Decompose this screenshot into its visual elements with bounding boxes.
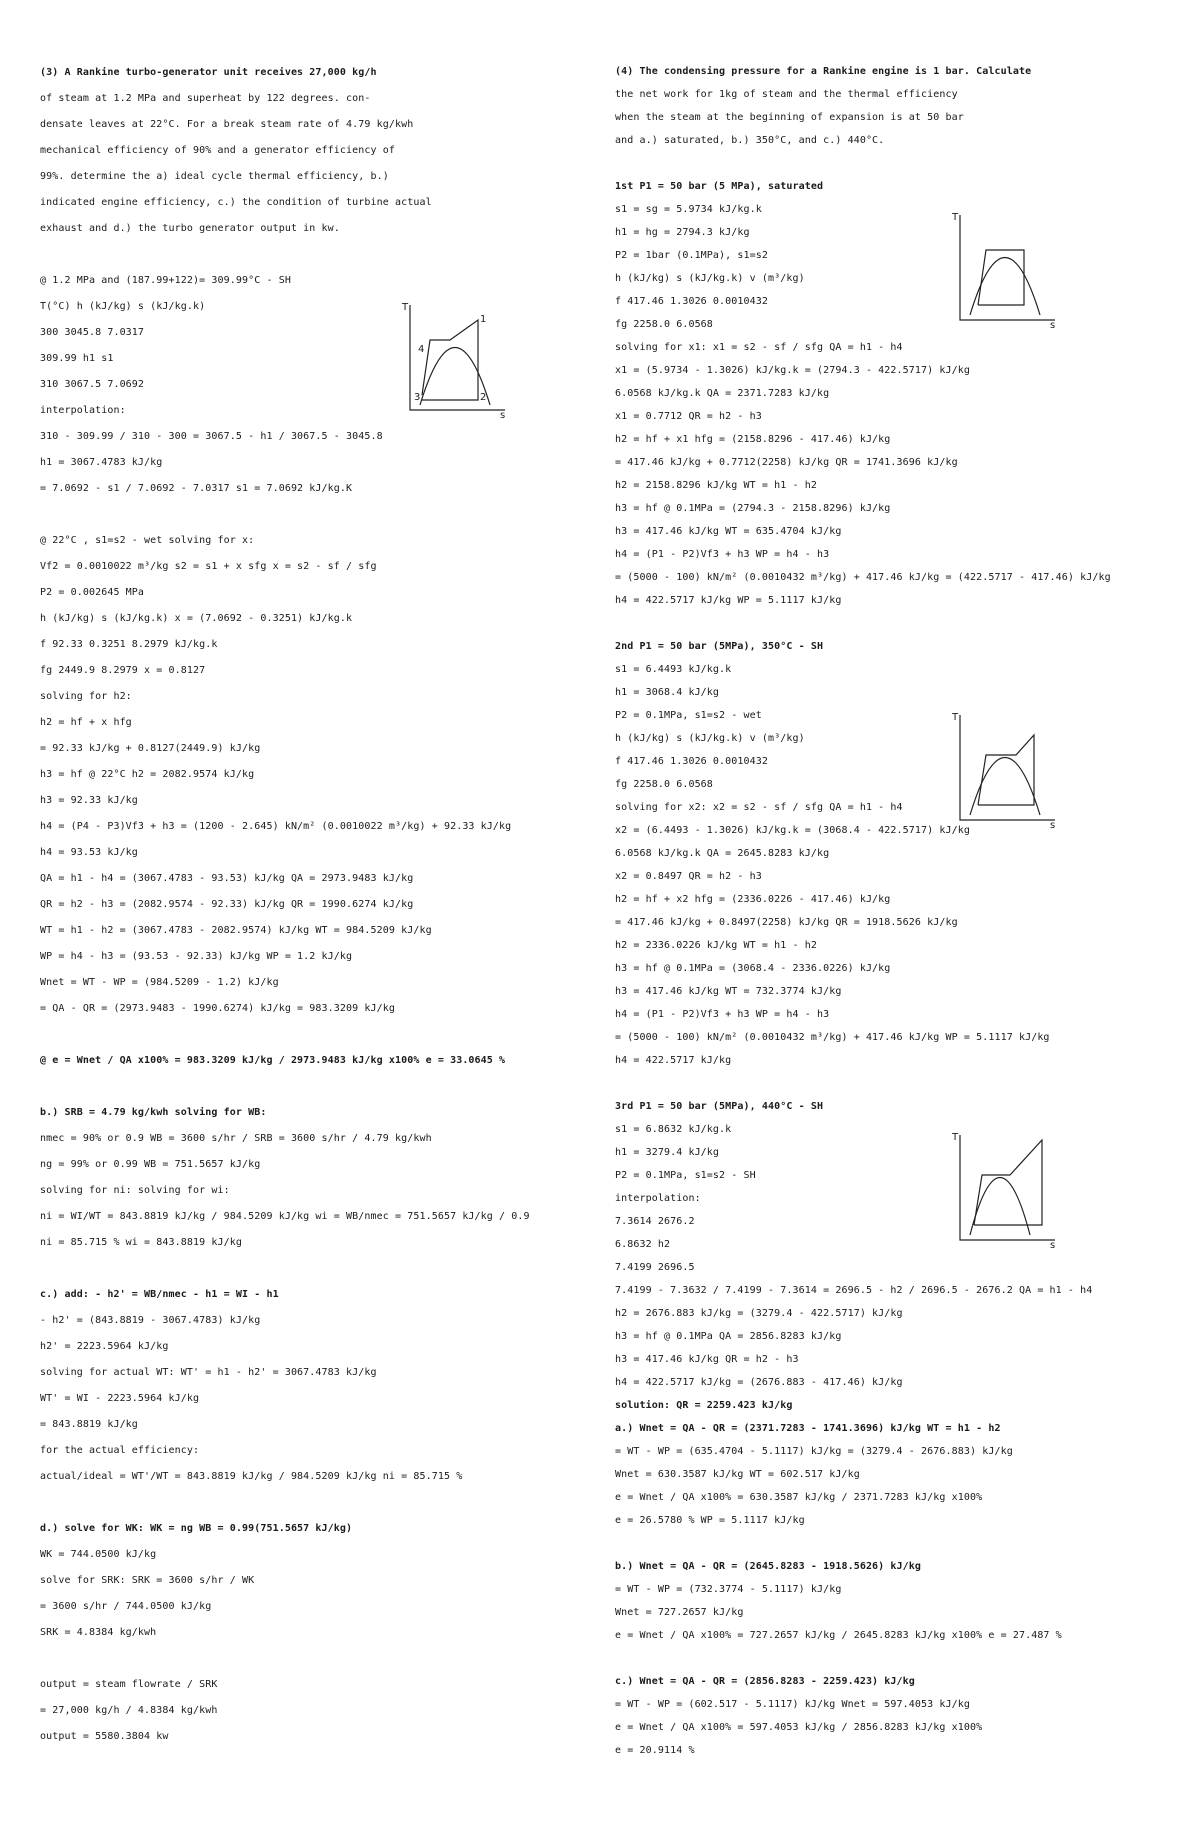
worksheet-line: h4 = 422.5717 kJ/kg = (2676.883 - 417.46) kJ/kg [615, 1377, 903, 1388]
worksheet-line: the net work for 1kg of steam and the thermal efficiency [615, 89, 958, 100]
worksheet-line: ni = 85.715 % wi = 843.8819 kJ/kg [40, 1237, 242, 1248]
worksheet-line: 6.0568 kJ/kg.k QA = 2645.8283 kJ/kg [615, 848, 830, 859]
problem-3-column [40, 60, 620, 1750]
worksheet-line [40, 502, 620, 528]
worksheet-line [40, 242, 620, 268]
worksheet-line: WK = 744.0500 kJ/kg [40, 1549, 157, 1560]
worksheet-line: h4 = 93.53 kJ/kg [40, 847, 138, 858]
worksheet-line: Wnet = 630.3587 kJ/kg WT = 602.517 kJ/kg [615, 1469, 860, 1480]
worksheet-line: h1 = 3067.4783 kJ/kg [40, 457, 163, 468]
ts-diagram-problem-4a [950, 210, 1060, 330]
ts-diagram-problem-4b [950, 710, 1060, 830]
worksheet-line: h4 = (P1 - P2)Vf3 + h3 WP = h4 - h3 [615, 549, 830, 560]
worksheet-line: QR = h2 - h3 = (2082.9574 - 92.33) kJ/kg QR = 1990.6274 kJ/kg [40, 899, 414, 910]
worksheet-line [40, 1256, 620, 1282]
ts-point-1: 1 [480, 314, 487, 325]
worksheet-line: 7.3614 2676.2 [615, 1216, 695, 1227]
worksheet-line: h3 = 92.33 kJ/kg [40, 795, 138, 806]
worksheet-line: indicated engine efficiency, c.) the condition of turbine actual [40, 197, 432, 208]
worksheet-line: when the steam at the beginning of expansion is at 50 bar [615, 112, 964, 123]
worksheet-line: solving for x2: x2 = s2 - sf / sfg QA = h1 - h4 [615, 802, 903, 813]
worksheet-line: solving for ni: solving for wi: [40, 1185, 230, 1196]
worksheet-line: Wnet = WT - WP = (984.5209 - 1.2) kJ/kg [40, 977, 279, 988]
worksheet-line: h4 = 422.5717 kJ/kg WP = 5.1117 kJ/kg [615, 595, 842, 606]
worksheet-line: solution: QR = 2259.423 kJ/kg [615, 1400, 793, 1411]
worksheet-line: output = steam flowrate / SRK [40, 1679, 218, 1690]
worksheet-line: P2 = 1bar (0.1MPa), s1=s2 [615, 250, 769, 261]
worksheet-line: h4 = (P4 - P3)Vf3 + h3 = (1200 - 2.645) kN/m² (0.0010022 m³/kg) + 92.33 kJ/kg [40, 821, 512, 832]
ts-axis-s-label: s [1050, 820, 1056, 830]
worksheet-line: c.) add: - h2' = WB/nmec - h1 = WI - h1 [40, 1289, 279, 1300]
worksheet-line: = 417.46 kJ/kg + 0.8497(2258) kJ/kg QR = 1918.5626 kJ/kg [615, 917, 958, 928]
worksheet-line: h2' = 2223.5964 kJ/kg [40, 1341, 169, 1352]
worksheet-line: = (5000 - 100) kN/m² (0.0010432 m³/kg) + 417.46 kJ/kg = (422.5717 - 417.46) kJ/kg [615, 572, 1111, 583]
worksheet-line: x1 = 0.7712 QR = h2 - h3 [615, 411, 762, 422]
worksheet-line: 310 - 309.99 / 310 - 300 = 3067.5 - h1 / 3067.5 - 3045.8 [40, 431, 383, 442]
worksheet-line: h3 = 417.46 kJ/kg WT = 635.4704 kJ/kg [615, 526, 842, 537]
worksheet-line: = QA - QR = (2973.9483 - 1990.6274) kJ/kg = 983.3209 kJ/kg [40, 1003, 395, 1014]
worksheet-line: QA = h1 - h4 = (3067.4783 - 93.53) kJ/kg QA = 2973.9483 kJ/kg [40, 873, 414, 884]
worksheet-line: 300 3045.8 7.0317 [40, 327, 145, 338]
worksheet-line: 1st P1 = 50 bar (5 MPa), saturated [615, 181, 824, 192]
worksheet-line: P2 = 0.1MPa, s1=s2 - SH [615, 1170, 756, 1181]
worksheet-line: b.) Wnet = QA - QR = (2645.8283 - 1918.5626) kJ/kg [615, 1561, 922, 1572]
worksheet-line [40, 1074, 620, 1100]
worksheet-line: s1 = 6.4493 kJ/kg.k [615, 664, 732, 675]
ts-axis-s-label: s [1050, 1240, 1056, 1250]
worksheet-line: h3 = hf @ 0.1MPa QA = 2856.8283 kJ/kg [615, 1331, 842, 1342]
worksheet-line: 6.0568 kJ/kg.k QA = 2371.7283 kJ/kg [615, 388, 830, 399]
worksheet-line: T(°C) h (kJ/kg) s (kJ/kg.k) [40, 301, 206, 312]
worksheet-line: h3 = hf @ 0.1MPa = (2794.3 - 2158.8296) kJ/kg [615, 503, 891, 514]
worksheet-line: exhaust and d.) the turbo generator output in kw. [40, 223, 340, 234]
worksheet-line: h4 = 422.5717 kJ/kg [615, 1055, 732, 1066]
worksheet-line: 2nd P1 = 50 bar (5MPa), 350°C - SH [615, 641, 824, 652]
worksheet-line: @ 22°C , s1=s2 - wet solving for x: [40, 535, 255, 546]
worksheet-line: x2 = 0.8497 QR = h2 - h3 [615, 871, 762, 882]
worksheet-line [615, 1072, 1170, 1095]
worksheet-line: = 92.33 kJ/kg + 0.8127(2449.9) kJ/kg [40, 743, 261, 754]
worksheet-line: @ 1.2 MPa and (187.99+122)= 309.99°C - SH [40, 275, 291, 286]
worksheet-line: f 417.46 1.3026 0.0010432 [615, 756, 769, 767]
ts-point-4: 4 [418, 344, 425, 355]
worksheet-line: h2 = 2676.883 kJ/kg = (3279.4 - 422.5717) kJ/kg [615, 1308, 903, 1319]
worksheet-line: and a.) saturated, b.) 350°C, and c.) 440°C. [615, 135, 885, 146]
ts-axis-s-label: s [500, 410, 506, 420]
worksheet-line: fg 2258.0 6.0568 [615, 779, 713, 790]
ts-axis-t-label: T [952, 1132, 959, 1143]
worksheet-line: for the actual efficiency: [40, 1445, 200, 1456]
ts-axis-t-label: T [402, 302, 409, 313]
worksheet-line: Vf2 = 0.0010022 m³/kg s2 = s1 + x sfg x = s2 - sf / sfg [40, 561, 377, 572]
ts-point-2: 2 [480, 392, 487, 403]
worksheet-line: e = Wnet / QA x100% = 727.2657 kJ/kg / 2645.8283 kJ/kg x100% e = 27.487 % [615, 1630, 1062, 1641]
worksheet-line: h1 = hg = 2794.3 kJ/kg [615, 227, 750, 238]
worksheet-line: 3rd P1 = 50 bar (5MPa), 440°C - SH [615, 1101, 824, 1112]
worksheet-line: h4 = (P1 - P2)Vf3 + h3 WP = h4 - h3 [615, 1009, 830, 1020]
worksheet-line: mechanical efficiency of 90% and a generator efficiency of [40, 145, 395, 156]
worksheet-line: of steam at 1.2 MPa and superheat by 122 degrees. con- [40, 93, 371, 104]
problem-4-column [615, 60, 1170, 1762]
worksheet-line: e = 20.9114 % [615, 1745, 695, 1756]
worksheet-line: ng = 99% or 0.99 WB = 751.5657 kJ/kg [40, 1159, 261, 1170]
worksheet-line: 6.8632 h2 [615, 1239, 671, 1250]
worksheet-line [615, 612, 1170, 635]
worksheet-line: = WT - WP = (732.3774 - 5.1117) kJ/kg [615, 1584, 842, 1595]
worksheet-line: densate leaves at 22°C. For a break steam rate of 4.79 kg/kwh [40, 119, 414, 130]
worksheet-line: 99%. determine the a) ideal cycle thermal efficiency, b.) [40, 171, 389, 182]
worksheet-line: h2 = hf + x2 hfg = (2336.0226 - 417.46) kJ/kg [615, 894, 891, 905]
worksheet-line: fg 2258.0 6.0568 [615, 319, 713, 330]
worksheet-line: h (kJ/kg) s (kJ/kg.k) x = (7.0692 - 0.3251) kJ/kg.k [40, 613, 353, 624]
worksheet-line: b.) SRB = 4.79 kg/kwh solving for WB: [40, 1107, 267, 1118]
worksheet-line: 7.4199 2696.5 [615, 1262, 695, 1273]
ts-axis-t-label: T [952, 212, 959, 223]
ts-diagram-problem-4c [950, 1130, 1060, 1250]
worksheet-line: h2 = 2336.0226 kJ/kg WT = h1 - h2 [615, 940, 817, 951]
worksheet-line: 310 3067.5 7.0692 [40, 379, 145, 390]
worksheet-line: h2 = 2158.8296 kJ/kg WT = h1 - h2 [615, 480, 817, 491]
worksheet-line [615, 1532, 1170, 1555]
worksheet-line: e = 26.5780 % WP = 5.1117 kJ/kg [615, 1515, 805, 1526]
worksheet-line: = 27,000 kg/h / 4.8384 kg/kwh [40, 1705, 218, 1716]
ts-axis-t-label: T [952, 712, 959, 723]
worksheet-line: (3) A Rankine turbo-generator unit receives 27,000 kg/h [40, 67, 377, 78]
worksheet-line: h2 = hf + x1 hfg = (2158.8296 - 417.46) kJ/kg [615, 434, 891, 445]
ts-diagram-problem-3 [400, 300, 510, 420]
worksheet-line: x2 = (6.4493 - 1.3026) kJ/kg.k = (3068.4 - 422.5717) kJ/kg [615, 825, 970, 836]
worksheet-line: SRK = 4.8384 kg/kwh [40, 1627, 157, 1638]
worksheet-line: ni = WI/WT = 843.8819 kJ/kg / 984.5209 kJ/kg wi = WB/nmec = 751.5657 kJ/kg / 0.9 [40, 1211, 530, 1222]
worksheet-line: = WT - WP = (635.4704 - 5.1117) kJ/kg = (3279.4 - 2676.883) kJ/kg [615, 1446, 1013, 1457]
worksheet-line: f 417.46 1.3026 0.0010432 [615, 296, 769, 307]
worksheet-line: = (5000 - 100) kN/m² (0.0010432 m³/kg) + 417.46 kJ/kg WP = 5.1117 kJ/kg [615, 1032, 1050, 1043]
worksheet-line [40, 1646, 620, 1672]
worksheet-line [40, 1022, 620, 1048]
worksheet-line: h (kJ/kg) s (kJ/kg.k) v (m³/kg) [615, 733, 805, 744]
worksheet-line: 309.99 h1 s1 [40, 353, 114, 364]
worksheet-line: interpolation: [615, 1193, 701, 1204]
worksheet-line: WT = h1 - h2 = (3067.4783 - 2082.9574) kJ/kg WT = 984.5209 kJ/kg [40, 925, 432, 936]
worksheet-line: c.) Wnet = QA - QR = (2856.8283 - 2259.423) kJ/kg [615, 1676, 915, 1687]
worksheet-line: @ e = Wnet / QA x100% = 983.3209 kJ/kg / 2973.9483 kJ/kg x100% e = 33.0645 % [40, 1055, 506, 1066]
worksheet-line: fg 2449.9 8.2979 x = 0.8127 [40, 665, 206, 676]
worksheet-line: P2 = 0.002645 MPa [40, 587, 145, 598]
worksheet-line: interpolation: [40, 405, 126, 416]
worksheet-line: solving for h2: [40, 691, 132, 702]
worksheet-line: h (kJ/kg) s (kJ/kg.k) v (m³/kg) [615, 273, 805, 284]
worksheet-line: s1 = sg = 5.9734 kJ/kg.k [615, 204, 762, 215]
worksheet-line: WT' = WI - 2223.5964 kJ/kg [40, 1393, 200, 1404]
worksheet-line [615, 152, 1170, 175]
worksheet-line: solve for SRK: SRK = 3600 s/hr / WK [40, 1575, 255, 1586]
worksheet-line: f 92.33 0.3251 8.2979 kJ/kg.k [40, 639, 218, 650]
worksheet-line: nmec = 90% or 0.9 WB = 3600 s/hr / SRB = 3600 s/hr / 4.79 kg/kwh [40, 1133, 432, 1144]
worksheet-line: = WT - WP = (602.517 - 5.1117) kJ/kg Wnet = 597.4053 kJ/kg [615, 1699, 970, 1710]
ts-point-3: 3 [414, 392, 421, 403]
worksheet-line: solving for actual WT: WT' = h1 - h2' = 3067.4783 kJ/kg [40, 1367, 377, 1378]
worksheet-line: x1 = (5.9734 - 1.3026) kJ/kg.k = (2794.3 - 422.5717) kJ/kg [615, 365, 970, 376]
worksheet-line: WP = h4 - h3 = (93.53 - 92.33) kJ/kg WP = 1.2 kJ/kg [40, 951, 353, 962]
worksheet-line: e = Wnet / QA x100% = 597.4053 kJ/kg / 2856.8283 kJ/kg x100% [615, 1722, 983, 1733]
worksheet-line: = 7.0692 - s1 / 7.0692 - 7.0317 s1 = 7.0692 kJ/kg.K [40, 483, 353, 494]
worksheet-line: Wnet = 727.2657 kJ/kg [615, 1607, 744, 1618]
worksheet-line: h2 = hf + x hfg [40, 717, 132, 728]
worksheet-line: (4) The condensing pressure for a Rankine engine is 1 bar. Calculate [615, 66, 1032, 77]
ts-axis-s-label: s [1050, 320, 1056, 330]
worksheet-line: P2 = 0.1MPa, s1=s2 - wet [615, 710, 762, 721]
worksheet-line: h3 = 417.46 kJ/kg WT = 732.3774 kJ/kg [615, 986, 842, 997]
worksheet-line: - h2' = (843.8819 - 3067.4783) kJ/kg [40, 1315, 261, 1326]
worksheet-line: h3 = hf @ 0.1MPa = (3068.4 - 2336.0226) kJ/kg [615, 963, 891, 974]
worksheet-line: e = Wnet / QA x100% = 630.3587 kJ/kg / 2371.7283 kJ/kg x100% [615, 1492, 983, 1503]
worksheet-line: d.) solve for WK: WK = ng WB = 0.99(751.5657 kJ/kg) [40, 1523, 353, 1534]
worksheet-line: h3 = hf @ 22°C h2 = 2082.9574 kJ/kg [40, 769, 255, 780]
worksheet-line [40, 1490, 620, 1516]
worksheet-line: = 417.46 kJ/kg + 0.7712(2258) kJ/kg QR = 1741.3696 kJ/kg [615, 457, 958, 468]
worksheet-line: a.) Wnet = QA - QR = (2371.7283 - 1741.3696) kJ/kg WT = h1 - h2 [615, 1423, 1001, 1434]
worksheet-line: s1 = 6.8632 kJ/kg.k [615, 1124, 732, 1135]
worksheet-line: actual/ideal = WT'/WT = 843.8819 kJ/kg / 984.5209 kJ/kg ni = 85.715 % [40, 1471, 463, 1482]
worksheet-line: h1 = 3279.4 kJ/kg [615, 1147, 720, 1158]
worksheet-line: output = 5580.3804 kw [40, 1731, 169, 1742]
worksheet-line [615, 1647, 1170, 1670]
worksheet-line: = 843.8819 kJ/kg [40, 1419, 138, 1430]
worksheet-line: = 3600 s/hr / 744.0500 kJ/kg [40, 1601, 212, 1612]
worksheet-line: solving for x1: x1 = s2 - sf / sfg QA = h1 - h4 [615, 342, 903, 353]
worksheet-line: 7.4199 - 7.3632 / 7.4199 - 7.3614 = 2696.5 - h2 / 2696.5 - 2676.2 QA = h1 - h4 [615, 1285, 1093, 1296]
worksheet-line: h3 = 417.46 kJ/kg QR = h2 - h3 [615, 1354, 799, 1365]
worksheet-line: h1 = 3068.4 kJ/kg [615, 687, 720, 698]
